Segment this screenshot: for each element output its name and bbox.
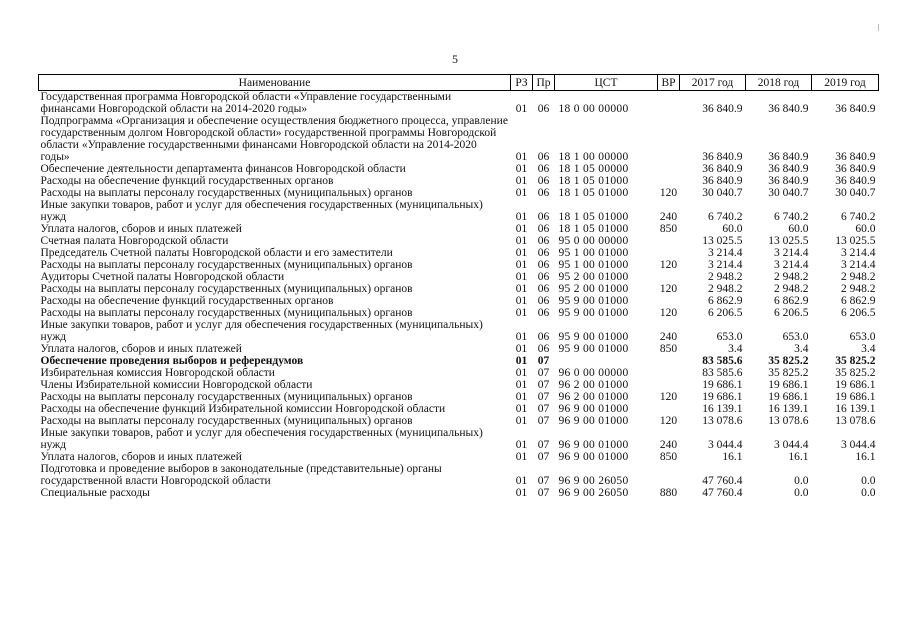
cell-cst: 96 9 00 26050 bbox=[558, 475, 629, 487]
table-row bbox=[39, 271, 879, 283]
cell-name: Расходы на выплаты персоналу государственных (муниципальных) органов bbox=[40, 259, 413, 271]
cell-pr: 06 bbox=[537, 343, 550, 355]
cell-y2017: 47 760.4 bbox=[702, 487, 743, 499]
cell-name: Иные закупки товаров, работ и услуг для обеспечения государственных (муниципальных) нужд bbox=[40, 319, 483, 343]
cell-vr bbox=[658, 403, 680, 415]
cell-vr bbox=[658, 163, 680, 175]
cell-y2019: 6 206.5 bbox=[841, 307, 876, 319]
cell-pr: 07 bbox=[537, 475, 550, 487]
cell-rz: 01 bbox=[515, 451, 528, 463]
cell-y2017: 36 840.9 bbox=[702, 151, 743, 163]
cell-y2018: 16 139.1 bbox=[768, 403, 809, 415]
cell-rz: 01 bbox=[515, 355, 528, 367]
cell-vr bbox=[658, 463, 680, 487]
cell-rz: 01 bbox=[515, 151, 528, 163]
cell-y2018: 35 825.2 bbox=[768, 355, 809, 367]
header-2017: 2017 год bbox=[680, 75, 746, 91]
table-row bbox=[39, 427, 879, 451]
cell-y2017: 16 139.1 bbox=[702, 403, 743, 415]
cell-y2018: 2 948.2 bbox=[774, 271, 809, 283]
cell-rz: 01 bbox=[515, 283, 528, 295]
cell-cst: 96 9 00 01000 bbox=[558, 439, 629, 451]
table-row bbox=[39, 451, 879, 463]
cell-pr: 06 bbox=[537, 259, 550, 271]
header-name: Наименование bbox=[39, 75, 511, 91]
cell-rz: 01 bbox=[515, 223, 528, 235]
cell-vr: 120 bbox=[659, 187, 678, 199]
cell-vr bbox=[658, 247, 680, 259]
cell-cst: 96 0 00 00000 bbox=[558, 367, 629, 379]
cell-pr: 06 bbox=[537, 235, 550, 247]
cell-y2019: 3 044.4 bbox=[841, 439, 876, 451]
cell-rz: 01 bbox=[515, 307, 528, 319]
cell-cst: 95 9 00 01000 bbox=[558, 307, 629, 319]
table-row bbox=[39, 307, 879, 319]
cell-y2018: 30 040.7 bbox=[768, 187, 809, 199]
table-row bbox=[39, 199, 879, 223]
cell-rz: 01 bbox=[515, 367, 528, 379]
cell-vr: 240 bbox=[659, 211, 678, 223]
cell-rz: 01 bbox=[515, 259, 528, 271]
table-row bbox=[39, 175, 879, 187]
page-corner-mark bbox=[878, 24, 879, 31]
cell-rz: 01 bbox=[515, 391, 528, 403]
table-row bbox=[39, 187, 879, 199]
cell-y2017: 6 740.2 bbox=[708, 211, 743, 223]
table-row bbox=[39, 235, 879, 247]
cell-name: Уплата налогов, сборов и иных платежей bbox=[40, 451, 242, 463]
cell-name: Уплата налогов, сборов и иных платежей bbox=[40, 343, 242, 355]
cell-cst: 95 0 00 00000 bbox=[558, 235, 629, 247]
cell-y2017: 13 025.5 bbox=[702, 235, 743, 247]
cell-vr bbox=[658, 115, 680, 163]
cell-y2017: 13 078.6 bbox=[702, 415, 743, 427]
cell-vr bbox=[658, 367, 680, 379]
cell-vr: 850 bbox=[659, 451, 678, 463]
cell-name: Расходы на обеспечение функций государственных органов bbox=[40, 295, 334, 307]
cell-y2019: 19 686.1 bbox=[835, 391, 876, 403]
cell-name: Председатель Счетной палаты Новгородской области и его заместители bbox=[40, 247, 393, 259]
cell-y2018: 60.0 bbox=[788, 223, 809, 235]
cell-y2018: 3 214.4 bbox=[774, 247, 809, 259]
table-row bbox=[39, 295, 879, 307]
cell-y2017: 2 948.2 bbox=[708, 271, 743, 283]
cell-vr: 880 bbox=[659, 487, 678, 499]
cell-pr: 06 bbox=[537, 331, 550, 343]
cell-y2018: 35 825.2 bbox=[768, 367, 809, 379]
cell-y2019: 60.0 bbox=[855, 223, 876, 235]
cell-cst: 95 1 00 01000 bbox=[558, 247, 629, 259]
cell-y2019: 35 825.2 bbox=[835, 367, 876, 379]
cell-vr: 120 bbox=[659, 259, 678, 271]
cell-pr: 07 bbox=[537, 403, 550, 415]
table-row bbox=[39, 367, 879, 379]
cell-rz: 01 bbox=[515, 235, 528, 247]
cell-y2019: 30 040.7 bbox=[835, 187, 876, 199]
cell-pr: 07 bbox=[537, 391, 550, 403]
table-row bbox=[39, 115, 879, 163]
cell-rz: 01 bbox=[515, 271, 528, 283]
table-row bbox=[39, 379, 879, 391]
cell-pr: 07 bbox=[537, 415, 550, 427]
cell-cst: 18 1 05 00000 bbox=[558, 163, 629, 175]
cell-name: Специальные расходы bbox=[40, 487, 150, 499]
table-row bbox=[39, 343, 879, 355]
cell-name: Счетная палата Новгородской области bbox=[40, 235, 229, 247]
cell-cst: 96 9 00 01000 bbox=[558, 403, 629, 415]
cell-pr: 07 bbox=[537, 439, 550, 451]
cell-cst: 18 1 05 01000 bbox=[558, 187, 629, 199]
table-row bbox=[39, 355, 879, 367]
cell-pr: 07 bbox=[537, 379, 550, 391]
cell-cst: 18 1 05 01000 bbox=[558, 211, 629, 223]
cell-name: Подготовка и проведение выборов в законодательные (представительные) органы государственной власти Новгородской области bbox=[40, 463, 442, 487]
cell-y2017: 2 948.2 bbox=[708, 283, 743, 295]
cell-vr: 850 bbox=[659, 223, 678, 235]
cell-cst: 18 1 05 01000 bbox=[558, 175, 629, 187]
cell-vr: 850 bbox=[659, 343, 678, 355]
cell-y2018: 6 862.9 bbox=[774, 295, 809, 307]
cell-rz: 01 bbox=[515, 379, 528, 391]
cell-cst: 95 2 00 01000 bbox=[558, 271, 629, 283]
cell-name: Расходы на выплаты персоналу государственных (муниципальных) органов bbox=[40, 391, 413, 403]
table-row bbox=[39, 91, 879, 116]
cell-y2018: 2 948.2 bbox=[774, 283, 809, 295]
cell-name: Уплата налогов, сборов и иных платежей bbox=[40, 223, 242, 235]
cell-y2017: 60.0 bbox=[722, 223, 743, 235]
table-row bbox=[39, 259, 879, 271]
cell-pr: 07 bbox=[537, 451, 550, 463]
cell-rz: 01 bbox=[515, 211, 528, 223]
cell-pr: 06 bbox=[537, 187, 550, 199]
header-2019: 2019 год bbox=[812, 75, 879, 91]
table-row bbox=[39, 283, 879, 295]
cell-name: Иные закупки товаров, работ и услуг для обеспечения государственных (муниципальных) нужд bbox=[40, 199, 483, 223]
cell-y2019: 2 948.2 bbox=[841, 271, 876, 283]
cell-vr bbox=[658, 379, 680, 391]
cell-y2017: 30 040.7 bbox=[702, 187, 743, 199]
cell-pr: 06 bbox=[537, 271, 550, 283]
cell-y2017: 16.1 bbox=[722, 451, 743, 463]
cell-y2018: 6 206.5 bbox=[774, 307, 809, 319]
cell-name: Обеспечение проведения выборов и референдумов bbox=[40, 355, 304, 367]
cell-y2018: 653.0 bbox=[782, 331, 809, 343]
cell-cst: 95 9 00 01000 bbox=[558, 295, 629, 307]
cell-y2019: 36 840.9 bbox=[835, 103, 876, 115]
cell-pr: 06 bbox=[537, 223, 550, 235]
cell-cst: 18 1 00 00000 bbox=[558, 151, 629, 163]
cell-y2017: 3 214.4 bbox=[708, 247, 743, 259]
cell-y2019: 16.1 bbox=[855, 451, 876, 463]
header-vr: ВР bbox=[658, 75, 680, 91]
cell-name: Расходы на выплаты персоналу государственных (муниципальных) органов bbox=[40, 307, 413, 319]
cell-y2018: 16.1 bbox=[788, 451, 809, 463]
cell-vr: 120 bbox=[659, 283, 678, 295]
cell-rz: 01 bbox=[515, 415, 528, 427]
cell-name: Расходы на выплаты персоналу государственных (муниципальных) органов bbox=[40, 187, 413, 199]
cell-y2019: 3.4 bbox=[861, 343, 876, 355]
cell-y2017: 83 585.6 bbox=[702, 355, 743, 367]
cell-y2019: 3 214.4 bbox=[841, 247, 876, 259]
cell-vr bbox=[658, 355, 680, 367]
cell-vr bbox=[658, 295, 680, 307]
cell-y2019: 2 948.2 bbox=[841, 283, 876, 295]
header-cst: ЦСТ bbox=[555, 75, 658, 91]
cell-rz: 01 bbox=[515, 475, 528, 487]
cell-y2018: 36 840.9 bbox=[768, 163, 809, 175]
cell-y2019: 6 862.9 bbox=[841, 295, 876, 307]
cell-name: Подпрограмма «Организация и обеспечение осуществления бюджетного процесса, управление государственным долгом Новгородской области» государственной программы Новгородской области «Управление государственными финансами Новгородской области на 2014-2020 годы» bbox=[40, 115, 508, 163]
cell-vr: 120 bbox=[659, 415, 678, 427]
cell-name: Расходы на выплаты персоналу государственных (муниципальных) органов bbox=[40, 415, 413, 427]
cell-y2019: 13 025.5 bbox=[835, 235, 876, 247]
cell-y2017: 6 862.9 bbox=[708, 295, 743, 307]
cell-y2019: 0.0 bbox=[861, 475, 876, 487]
cell-y2017: 653.0 bbox=[716, 331, 743, 343]
cell-vr: 240 bbox=[659, 439, 678, 451]
cell-pr: 06 bbox=[537, 283, 550, 295]
cell-vr: 120 bbox=[659, 391, 678, 403]
cell-y2017: 6 206.5 bbox=[708, 307, 743, 319]
cell-y2018: 13 078.6 bbox=[768, 415, 809, 427]
cell-y2017: 19 686.1 bbox=[702, 379, 743, 391]
cell-y2019: 3 214.4 bbox=[841, 259, 876, 271]
table-row bbox=[39, 391, 879, 403]
cell-y2019: 36 840.9 bbox=[835, 175, 876, 187]
table-row bbox=[39, 415, 879, 427]
cell-y2018: 0.0 bbox=[794, 487, 809, 499]
cell-pr: 06 bbox=[537, 211, 550, 223]
cell-rz: 01 bbox=[515, 103, 528, 115]
cell-y2018: 3.4 bbox=[794, 343, 809, 355]
cell-pr: 06 bbox=[537, 103, 550, 115]
cell-vr: 120 bbox=[659, 307, 678, 319]
cell-cst: 96 2 00 01000 bbox=[558, 379, 629, 391]
table-row bbox=[39, 319, 879, 343]
cell-y2019: 19 686.1 bbox=[835, 379, 876, 391]
cell-vr: 240 bbox=[659, 331, 678, 343]
cell-y2018: 3 044.4 bbox=[774, 439, 809, 451]
table-header-row bbox=[39, 75, 879, 91]
cell-y2017: 36 840.9 bbox=[702, 103, 743, 115]
cell-pr: 06 bbox=[537, 163, 550, 175]
cell-rz: 01 bbox=[515, 163, 528, 175]
cell-rz: 01 bbox=[515, 439, 528, 451]
cell-cst: 18 1 05 01000 bbox=[558, 223, 629, 235]
cell-y2019: 6 740.2 bbox=[841, 211, 876, 223]
cell-cst: 95 9 00 01000 bbox=[558, 343, 629, 355]
cell-y2019: 653.0 bbox=[849, 331, 876, 343]
cell-cst: 96 9 00 01000 bbox=[558, 415, 629, 427]
table-row bbox=[39, 163, 879, 175]
budget-table bbox=[38, 74, 879, 499]
cell-pr: 06 bbox=[537, 175, 550, 187]
cell-name: Государственная программа Новгородской области «Управление государственными финансами Новгородской области на 2014-2020 годы» bbox=[40, 91, 452, 115]
page-number: 5 bbox=[452, 52, 458, 66]
cell-pr: 07 bbox=[537, 367, 550, 379]
cell-name: Аудиторы Счетной палаты Новгородской области bbox=[40, 271, 285, 283]
cell-cst: 96 9 00 26050 bbox=[558, 487, 629, 499]
cell-rz: 01 bbox=[515, 175, 528, 187]
header-pr: Пр bbox=[533, 75, 555, 91]
cell-rz: 01 bbox=[515, 343, 528, 355]
cell-rz: 01 bbox=[515, 331, 528, 343]
cell-y2018: 3 214.4 bbox=[774, 259, 809, 271]
cell-vr bbox=[658, 91, 680, 116]
cell-y2017: 47 760.4 bbox=[702, 475, 743, 487]
cell-y2018: 0.0 bbox=[794, 475, 809, 487]
cell-cst: 96 2 00 01000 bbox=[558, 391, 629, 403]
table-row bbox=[39, 247, 879, 259]
cell-y2019: 36 840.9 bbox=[835, 151, 876, 163]
cell-cst: 18 0 00 00000 bbox=[558, 103, 629, 115]
table-row bbox=[39, 223, 879, 235]
cell-y2018: 19 686.1 bbox=[768, 379, 809, 391]
cell-y2017: 83 585.6 bbox=[702, 367, 743, 379]
cell-cst: 95 1 00 01000 bbox=[558, 259, 629, 271]
cell-y2019: 16 139.1 bbox=[835, 403, 876, 415]
cell-y2017: 3 214.4 bbox=[708, 259, 743, 271]
cell-pr: 07 bbox=[537, 487, 550, 499]
cell-y2018: 13 025.5 bbox=[768, 235, 809, 247]
cell-pr: 06 bbox=[537, 295, 550, 307]
cell-y2017: 19 686.1 bbox=[702, 391, 743, 403]
cell-y2017: 36 840.9 bbox=[702, 163, 743, 175]
table-row bbox=[39, 403, 879, 415]
cell-y2018: 36 840.9 bbox=[768, 151, 809, 163]
cell-name: Члены Избирательной комиссии Новгородской области bbox=[40, 379, 313, 391]
table-row bbox=[39, 463, 879, 487]
cell-rz: 01 bbox=[515, 247, 528, 259]
cell-pr: 06 bbox=[537, 307, 550, 319]
cell-pr: 06 bbox=[537, 247, 550, 259]
cell-name: Избирательная комиссия Новгородской области bbox=[40, 367, 275, 379]
cell-y2018: 6 740.2 bbox=[774, 211, 809, 223]
cell-y2019: 36 840.9 bbox=[835, 163, 876, 175]
cell-name: Иные закупки товаров, работ и услуг для обеспечения государственных (муниципальных) нужд bbox=[40, 427, 483, 451]
header-2018: 2018 год bbox=[746, 75, 812, 91]
cell-name: Расходы на обеспечение функций Избирательной комиссии Новгородской области bbox=[40, 403, 446, 415]
cell-y2019: 0.0 bbox=[861, 487, 876, 499]
cell-cst bbox=[555, 355, 658, 367]
cell-cst: 95 9 00 01000 bbox=[558, 331, 629, 343]
cell-vr bbox=[658, 175, 680, 187]
cell-rz: 01 bbox=[515, 403, 528, 415]
header-rz: РЗ bbox=[511, 75, 533, 91]
cell-y2017: 3.4 bbox=[728, 343, 743, 355]
table-row bbox=[39, 487, 879, 499]
cell-y2017: 36 840.9 bbox=[702, 175, 743, 187]
cell-rz: 01 bbox=[515, 295, 528, 307]
cell-cst: 95 2 00 01000 bbox=[558, 283, 629, 295]
cell-name: Обеспечение деятельности департамента финансов Новгородской области bbox=[40, 163, 406, 175]
cell-y2018: 36 840.9 bbox=[768, 175, 809, 187]
cell-vr bbox=[658, 271, 680, 283]
cell-pr: 07 bbox=[537, 355, 550, 367]
cell-y2019: 13 078.6 bbox=[835, 415, 876, 427]
cell-y2018: 36 840.9 bbox=[768, 103, 809, 115]
cell-name: Расходы на обеспечение функций государственных органов bbox=[40, 175, 334, 187]
cell-pr: 06 bbox=[537, 151, 550, 163]
cell-y2017: 3 044.4 bbox=[708, 439, 743, 451]
cell-vr bbox=[658, 235, 680, 247]
cell-rz: 01 bbox=[515, 487, 528, 499]
cell-name: Расходы на выплаты персоналу государственных (муниципальных) органов bbox=[40, 283, 413, 295]
cell-y2018: 19 686.1 bbox=[768, 391, 809, 403]
cell-rz: 01 bbox=[515, 187, 528, 199]
cell-cst: 96 9 00 01000 bbox=[558, 451, 629, 463]
cell-y2019: 35 825.2 bbox=[835, 355, 876, 367]
